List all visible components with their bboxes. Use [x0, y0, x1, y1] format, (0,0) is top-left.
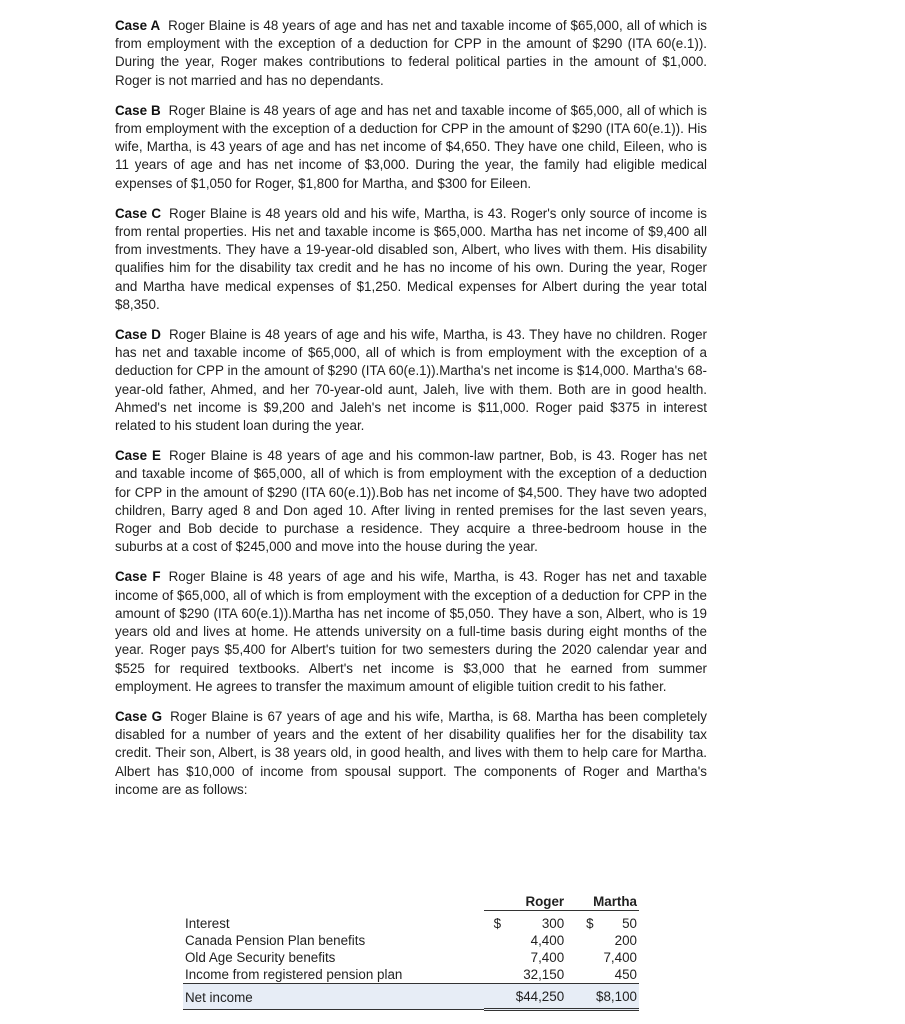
martha-value: 450 [614, 967, 637, 982]
header-roger: Roger [484, 893, 567, 911]
case-label: Case F [115, 569, 161, 585]
currency-symbol: $ [493, 916, 502, 931]
currency-symbol: $ [586, 916, 594, 931]
table-row [183, 966, 639, 984]
case-c [115, 205, 707, 314]
total-row [183, 984, 639, 1010]
roger-total: $44,250 [484, 984, 567, 1010]
roger-value: 7,400 [530, 950, 565, 965]
case-text: Roger Blaine is 48 years of age and his wife, Martha, is 43. They have no children. Roger has net and taxable income of $65,000, all of which is from employment with the exception of a deduction for CPP in the amount of $290 (ITA 60(e.1)).Martha's net income is $14,000. Martha's 68-year-old father, Ahmed, and her 70-year-old aunt, Jaleh, live with them. Both are in good health. Ahmed's net income is $9,200 and Jaleh's net income is $11,000. Roger paid $375 in interest related to his student loan during the year. [115, 327, 707, 434]
roger-value: $ 300 [484, 911, 567, 933]
table-row [183, 932, 639, 949]
table-row [183, 911, 639, 933]
case-f [115, 568, 707, 695]
total-label: Net income [183, 984, 484, 1010]
row-label: Canada Pension Plan benefits [185, 933, 366, 948]
case-text: Roger Blaine is 48 years old and his wife, Martha, is 43. Roger's only source of income is from rental properties. His net and taxable income is $65,000. Martha has net income of $9,400 all from investments. They have a 19-year-old disabled son, Albert, who lives with them. His disability qualifies him for the disability tax credit and he has no income of his own. During the year, Roger and Martha have medical expenses of $1,250. Medical expenses for Albert during the year total $8,350. [115, 205, 707, 312]
case-g [115, 708, 707, 799]
case-text: Roger Blaine is 48 years of age and his common-law partner, Bob, is 43. Roger has net and taxable income of $65,000, all of which is from employment with the exception of a deduction for CPP in the amount of $290 (ITA 60(e.1)).Bob has net income of $4,500. They have two adopted children, Barry aged 8 and Don aged 10. After living in rented premises for the last seven years, Roger and Bob decide to purchase a residence. They acquire a three-bedroom house in the suburbs at a cost of $245,000 and move into the house during the year. [115, 448, 708, 555]
case-text: Roger Blaine is 67 years of age and his wife, Martha, is 68. Martha has been completely disabled for a number of years and the extent of her disability qualifies her for the disability tax credit. Their son, Albert, is 38 years old, in good health, and lives with them to help care for Martha. Albert has $10,000 of income from spousal support. The components of Roger and Martha's income are as follows: [115, 708, 707, 797]
document-body [115, 17, 707, 811]
case-a [115, 17, 707, 90]
row-label: Old Age Security benefits [185, 950, 336, 965]
roger-value: 4,400 [530, 933, 565, 948]
martha-value: 200 [614, 933, 637, 948]
row-label: Interest [185, 915, 230, 931]
row-label: Income from registered pension plan [185, 967, 403, 982]
roger-value: 32,150 [523, 967, 565, 982]
header-blank [183, 893, 484, 911]
case-text: Roger Blaine is 48 years of age and has net and taxable income of $65,000, all of which is from employment with the exception of a deduction for CPP in the amount of $290 (ITA 60(e.1)). His wife, Martha, is 43 years of age and has net income of $4,650. They have one child, Eileen, who is 11 years of age and has net income of $3,000. During the year, the family had eligible medical expenses of $1,050 for Roger, $1,800 for Martha, and $300 for Eileen. [115, 102, 707, 191]
case-label: Case B [115, 102, 161, 118]
table-row [183, 949, 639, 966]
case-e [115, 447, 707, 556]
income-table [183, 893, 639, 1011]
header-martha: Martha [566, 893, 639, 911]
case-label: Case E [115, 448, 161, 464]
case-b [115, 102, 707, 193]
case-label: Case G [115, 708, 163, 724]
martha-value: 7,400 [603, 950, 637, 965]
case-label: Case C [115, 205, 162, 221]
case-label: Case A [115, 18, 161, 33]
case-text: Roger Blaine is 48 years of age and his wife, Martha, is 43. Roger has net and taxable income of $65,000, all of which is from employment with the exception of a deduction for CPP in the amount of $290 (ITA 60(e.1)).Martha has net income of $5,050. They have a son, Albert, who is 19 years old and lives at home. He attends university on a full-time basis during eight months of the year. Roger pays $5,400 for Albert's tuition for two semesters during the 2020 calendar year and $525 for required textbooks. Albert's net income is $3,000 that he earned from summer employment. He agrees to transfer the maximum amount of eligible tuition credit to his father. [115, 569, 707, 694]
case-d [115, 326, 707, 435]
martha-total: $8,100 [566, 984, 639, 1010]
case-label: Case D [115, 327, 161, 343]
martha-value: $ 50 [566, 911, 639, 933]
table-header-row [183, 893, 639, 911]
case-text: Roger Blaine is 48 years of age and has net and taxable income of $65,000, all of which is from employment with the exception of a deduction for CPP in the amount of $290 (ITA 60(e.1)). During the year, Roger makes contributions to federal political parties in the amount of $1,000. Roger is not married and has no dependants. [115, 18, 707, 88]
